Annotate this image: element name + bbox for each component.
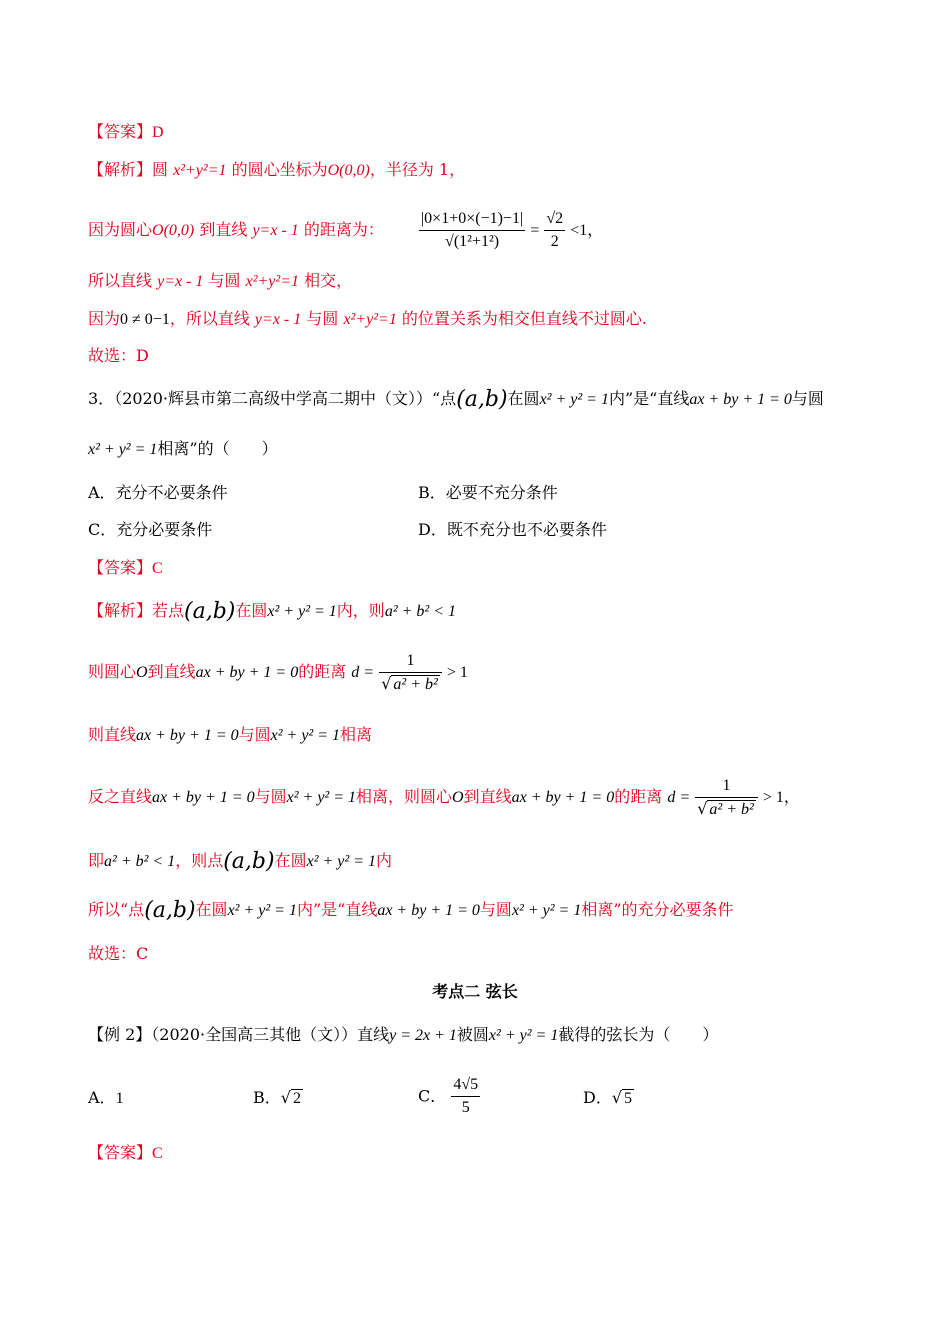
math-circle: x²+y²=1 (245, 273, 299, 290)
option-label: B． (418, 483, 446, 502)
option-text: 既不充分也不必要条件 (446, 520, 607, 539)
option-value: 2 (292, 1090, 301, 1107)
math-point: (a,b) (456, 387, 508, 412)
option-label: D． (418, 520, 447, 539)
text: 即 (88, 851, 105, 870)
math-inequality: a² + b² < 1 (384, 603, 456, 620)
math-d: d = (351, 664, 375, 681)
text: 与圆 (238, 725, 271, 744)
math-circle: x² + y² = 1 (511, 902, 582, 919)
text: ，所以直线 (169, 309, 255, 328)
text: 相离 (340, 725, 373, 744)
option-text: 充分不必要条件 (115, 483, 228, 502)
math-circle: x² + y² = 1 (286, 789, 357, 806)
option-label: A． (88, 1088, 116, 1107)
option-c[interactable] (88, 519, 212, 541)
math-line: y=x - 1 (157, 273, 204, 290)
text: 到直线 (199, 220, 248, 239)
option-text: 必要不充分条件 (445, 483, 558, 502)
math-line: ax + by + 1 = 0 (195, 664, 299, 681)
distance-fraction: $\frac{1}{\text{√ a² + b²}}$ (695, 775, 758, 820)
answer-line-ex2 (88, 1142, 163, 1165)
text: 所以直线 (88, 271, 158, 290)
fraction-denominator: 2 (550, 233, 559, 250)
text: 与圆 (254, 787, 287, 806)
text: 被圆 (456, 1025, 489, 1044)
example-2-stem (88, 1024, 718, 1047)
answer-line-3 (88, 557, 163, 580)
text: 截得的弦长为（ ） (558, 1025, 719, 1044)
text: 所以“点 (88, 900, 145, 919)
option-value: 1 (115, 1090, 124, 1107)
analysis-line-4 (88, 308, 647, 331)
math-line: ax + by + 1 = 0 (136, 727, 239, 744)
option-label: C． (88, 520, 117, 539)
math-line: y=x - 1 (252, 222, 299, 239)
math-center: O(0,0) (327, 162, 370, 179)
text: > 1 (446, 664, 468, 681)
answer-label: 【答案】 (88, 558, 153, 577)
math-circle: x²+y²=1 (343, 311, 397, 328)
text: 相离，则圆心 (356, 787, 453, 806)
text: 因为圆心 (88, 220, 153, 239)
math-point: (a,b) (223, 849, 275, 874)
distance-fraction (419, 208, 525, 253)
math-d: d = (667, 789, 691, 806)
math-line: ax + by + 1 = 0 (377, 902, 480, 919)
math-o: O (452, 789, 464, 806)
math-circle: x²+y²=1 (173, 162, 227, 179)
text: 若点 (152, 601, 185, 620)
text: 与圆 (203, 271, 246, 290)
answer-value: C (152, 560, 163, 577)
math-circle: x² + y² = 1 (270, 727, 341, 744)
answer-label: 【答案】 (88, 122, 153, 141)
fraction-numerator: 1 (695, 775, 758, 798)
option-b[interactable] (418, 482, 558, 504)
option-value: 5 (624, 1090, 633, 1107)
math-line: y=x - 1 (254, 311, 302, 328)
text: 内”是“直线 (608, 389, 690, 408)
math-line: ax + by + 1 = 0 (689, 391, 792, 408)
math-point: (a,b) (144, 898, 196, 923)
option-label: B． (253, 1088, 281, 1107)
section-title: 考点二 弦长 (432, 982, 518, 1001)
analysis-label: 【解析】 (88, 601, 153, 620)
text: 因为 (88, 309, 121, 328)
result-fraction (544, 208, 565, 253)
text: <1， (570, 222, 604, 239)
example-2-option-b[interactable]: B．√ 2 (253, 1088, 301, 1107)
text: 相交， (299, 271, 353, 290)
text: 在圆 (235, 601, 268, 620)
text: 内，则 (336, 601, 385, 620)
choice-line-3: 故选：C (88, 944, 149, 963)
text: 内”是“直线 (296, 900, 378, 919)
analysis-3-line-3 (88, 724, 372, 747)
text: 的距离 (614, 787, 663, 806)
question-source: （2020·辉县市第二高级中学高二期中（文）） (114, 389, 432, 408)
question-3-stem-cont (88, 438, 278, 461)
text: ，半径为 1， (369, 160, 466, 179)
math-line: y = 2x + 1 (389, 1027, 457, 1044)
text: 与圆 (479, 900, 512, 919)
text: 相离”的充分必要条件 (581, 900, 734, 919)
fraction-denominator: a² + b² (709, 801, 754, 818)
answer-value: D (152, 124, 164, 141)
analysis-line-2: 因为圆心O(0,0) 到直线 y=x - 1 的距离为： $\frac{|0\times 1+0\times(-1)-1|}{\text{√(1²+1²)}}$ = $\frac{√2}{2}$ <1， (88, 208, 603, 253)
fraction-numerator: 1 (379, 650, 442, 673)
option-label: A． (88, 483, 116, 502)
fraction-numerator: 4√5 (451, 1074, 480, 1097)
analysis-3-line-5 (88, 850, 392, 873)
math-line: ax + by + 1 = 0 (511, 789, 615, 806)
text: 到直线 (463, 787, 512, 806)
math-circle: x² + y² = 1 (306, 853, 376, 870)
answer-value: C (152, 1145, 163, 1162)
text: 的距离为： (303, 220, 384, 239)
analysis-line-3 (88, 270, 352, 293)
text: 在圆 (195, 900, 228, 919)
text: > 1， (762, 789, 800, 806)
text: 圆 (152, 160, 174, 179)
text: 直线 (357, 1025, 390, 1044)
analysis-3-line-2 (88, 650, 468, 695)
math-circle: x² + y² = 1 (267, 603, 337, 620)
distance-fraction: $\frac{1}{\text{√ a² + b²}}$ (379, 650, 442, 695)
analysis-3-line-1 (88, 600, 456, 623)
math-inequality: a² + b² < 1 (104, 853, 176, 870)
option-a[interactable] (88, 482, 228, 504)
choice-line-1: 故选：D (88, 346, 149, 365)
analysis-line-1 (88, 159, 465, 182)
text: “点 (432, 389, 457, 408)
math-center: O(0,0) (152, 222, 195, 239)
analysis-label: 【解析】 (88, 160, 153, 179)
text: 内 (375, 851, 392, 870)
fraction-denominator: 5 (461, 1099, 470, 1116)
analysis-3-line-4 (88, 775, 800, 820)
example-2-option-d[interactable]: D．√ 5 (583, 1088, 633, 1107)
text: 与圆 (791, 389, 824, 408)
fraction-denominator: a² + b² (393, 676, 438, 693)
answer-label: 【答案】 (88, 1143, 153, 1162)
text: 的位置关系为相交但直线不过圆心. (396, 309, 648, 328)
text: 则直线 (88, 725, 137, 744)
text: 到直线 (147, 662, 196, 681)
option-label: D． (583, 1088, 612, 1107)
example-source: （2020·全国高三其他（文）） (151, 1025, 358, 1044)
option-text: 充分必要条件 (116, 520, 213, 539)
math-line: ax + by + 1 = 0 (152, 789, 255, 806)
text: 的距离 (298, 662, 347, 681)
example-2-option-c[interactable] (418, 1074, 480, 1119)
text: 则圆心 (88, 662, 137, 681)
math-circle: x² + y² = 1 (88, 441, 158, 458)
example-label: 【例 2】 (88, 1025, 152, 1044)
math-point: (a,b) (184, 599, 236, 624)
example-2-option-a[interactable] (88, 1087, 124, 1110)
math-circle: x² + y² = 1 (227, 902, 297, 919)
question-number: 3． (88, 389, 115, 408)
math-circle: x² + y² = 1 (488, 1027, 559, 1044)
math-o: O (136, 664, 148, 681)
text: 相离”的（ ） (157, 439, 278, 458)
option-d[interactable] (418, 519, 607, 541)
answer-line-1 (88, 121, 164, 144)
text: 的圆心坐标为 (226, 160, 328, 179)
fraction-denominator: √(1²+1²) (445, 233, 500, 250)
fraction-numerator: √2 (544, 208, 565, 231)
text: 与圆 (301, 309, 344, 328)
text: 在圆 (274, 851, 307, 870)
text: ，则点 (175, 851, 224, 870)
math-inequality: 0 ≠ 0−1 (120, 311, 170, 328)
fraction-numerator: |0×1+0×(−1)−1| (419, 208, 525, 231)
analysis-3-line-6 (88, 899, 734, 922)
text: 反之直线 (88, 787, 153, 806)
option-label: C． (418, 1086, 447, 1106)
option-fraction (451, 1074, 480, 1119)
math-circle: x² + y² = 1 (539, 391, 609, 408)
text: 在圆 (507, 389, 540, 408)
question-3-stem (88, 388, 824, 411)
